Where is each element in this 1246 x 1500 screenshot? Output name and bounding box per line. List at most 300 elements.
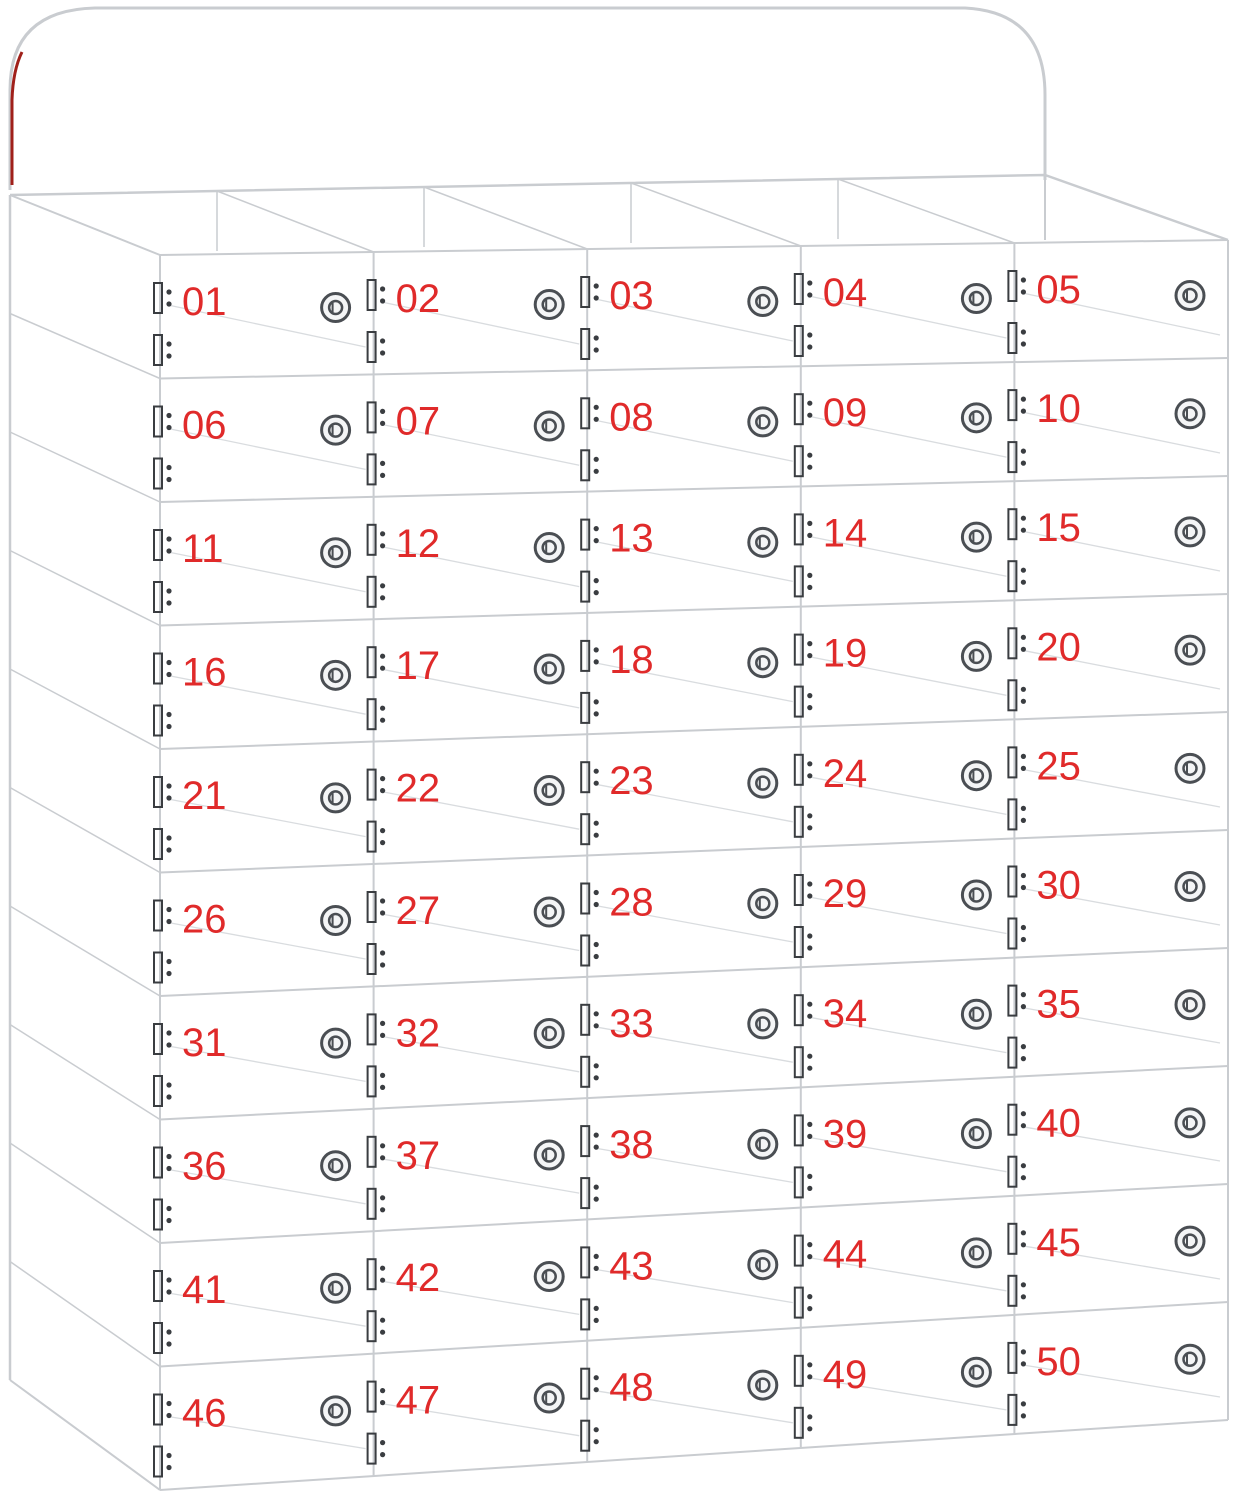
hinge-screw bbox=[166, 477, 171, 482]
hinge-screw bbox=[1021, 461, 1026, 466]
hinge-screw bbox=[1021, 635, 1026, 640]
hinge-icon bbox=[368, 1137, 386, 1167]
hinge-screw bbox=[594, 1145, 599, 1150]
lock-ring bbox=[322, 907, 350, 935]
hinge-screw bbox=[166, 672, 171, 677]
hinge-screw bbox=[166, 712, 171, 717]
hinge-screw bbox=[166, 724, 171, 729]
hinge-screw bbox=[380, 1073, 385, 1078]
hinge-screw bbox=[1021, 409, 1026, 414]
compartment-number: 24 bbox=[822, 751, 868, 796]
compartment-door bbox=[581, 759, 777, 844]
hinge-icon bbox=[795, 274, 813, 304]
compartment-door bbox=[368, 1011, 564, 1096]
hinge-icon bbox=[368, 892, 386, 922]
cam-lock-icon bbox=[1176, 1227, 1204, 1255]
hinge-screw bbox=[380, 1085, 385, 1090]
cam-lock-icon bbox=[322, 661, 350, 689]
compartment-door bbox=[368, 1256, 564, 1341]
hinge-screw bbox=[1021, 1401, 1026, 1406]
hinge-screw bbox=[594, 1133, 599, 1138]
hinge-icon bbox=[154, 283, 172, 313]
hinge-screw bbox=[166, 1206, 171, 1211]
hinge-screw bbox=[1021, 925, 1026, 930]
compartment-door bbox=[795, 1112, 991, 1197]
hinge-screw bbox=[1021, 699, 1026, 704]
hinge-icon bbox=[368, 1311, 386, 1341]
lock-ring bbox=[962, 523, 990, 551]
lock-ring bbox=[749, 1251, 777, 1279]
hinge-screw bbox=[1021, 806, 1026, 811]
hinge-screw bbox=[380, 1452, 385, 1457]
hinge-icon bbox=[795, 394, 813, 424]
compartment-number: 19 bbox=[822, 631, 868, 676]
lock-ring bbox=[749, 890, 777, 918]
hinge-screw bbox=[807, 693, 812, 698]
compartment-number: 03 bbox=[609, 274, 654, 318]
hinge-icon bbox=[1008, 628, 1026, 658]
hinge-icon bbox=[581, 329, 599, 359]
hinge-icon bbox=[154, 1076, 172, 1106]
cam-lock-icon bbox=[535, 1262, 563, 1290]
hinge-screw bbox=[594, 417, 599, 422]
lock-ring bbox=[322, 416, 350, 444]
lock-ring bbox=[322, 1397, 350, 1425]
compartment-number: 31 bbox=[182, 1021, 227, 1065]
cam-lock-icon bbox=[749, 528, 777, 556]
lock-ring bbox=[1176, 754, 1204, 782]
compartment-door bbox=[795, 992, 991, 1077]
hinge-screw bbox=[594, 659, 599, 664]
hinge-icon bbox=[581, 1057, 599, 1087]
hinge-screw bbox=[807, 533, 812, 538]
hinge-screw bbox=[594, 469, 599, 474]
compartment-door bbox=[154, 1392, 350, 1477]
hinge-icon bbox=[154, 1447, 172, 1477]
cam-lock-icon bbox=[962, 285, 990, 313]
hinge-screw bbox=[1021, 1056, 1026, 1061]
hinge-screw bbox=[594, 769, 599, 774]
cam-lock-icon bbox=[535, 1020, 563, 1048]
hinge-icon bbox=[1008, 1395, 1026, 1425]
hinge-icon bbox=[581, 814, 599, 844]
hinge-screw bbox=[166, 465, 171, 470]
cam-lock-icon bbox=[535, 655, 563, 683]
compartment-door bbox=[1008, 864, 1204, 949]
hinge-icon bbox=[1008, 561, 1026, 591]
hinge-icon bbox=[154, 1323, 172, 1353]
lock-ring bbox=[962, 285, 990, 313]
hinge-screw bbox=[166, 1453, 171, 1458]
lock-ring bbox=[322, 294, 350, 322]
handle-edge-accent bbox=[12, 52, 22, 185]
compartment-door bbox=[795, 1233, 991, 1318]
hinge-icon bbox=[1008, 986, 1026, 1016]
hinge-screw bbox=[807, 1186, 812, 1191]
hinge-icon bbox=[795, 687, 813, 717]
cam-lock-icon bbox=[322, 1274, 350, 1302]
hinge-screw bbox=[380, 776, 385, 781]
cam-lock-icon bbox=[1176, 754, 1204, 782]
hinge-screw bbox=[166, 971, 171, 976]
hinge-icon bbox=[1008, 799, 1026, 829]
lock-ring bbox=[749, 649, 777, 677]
lock-ring bbox=[962, 1358, 990, 1386]
hinge-screw bbox=[594, 1063, 599, 1068]
compartment-number: 48 bbox=[609, 1365, 654, 1410]
hinge-screw bbox=[594, 295, 599, 300]
hinge-screw bbox=[1021, 341, 1026, 346]
compartment-number: 28 bbox=[609, 880, 654, 925]
compartment-number: 38 bbox=[609, 1123, 654, 1168]
hinge-icon bbox=[154, 582, 172, 612]
compartment-door bbox=[1008, 983, 1204, 1068]
hinge-screw bbox=[166, 1154, 171, 1159]
compartment-number: 25 bbox=[1036, 744, 1081, 789]
lock-ring bbox=[962, 404, 990, 432]
compartment-number: 26 bbox=[182, 897, 227, 942]
hinge-screw bbox=[166, 301, 171, 306]
hinge-screw bbox=[166, 536, 171, 541]
hinge-screw bbox=[166, 783, 171, 788]
hinge-icon bbox=[795, 1288, 813, 1318]
compartment-number: 30 bbox=[1036, 863, 1081, 908]
hinge-screw bbox=[807, 280, 812, 285]
compartment-number: 04 bbox=[822, 271, 868, 315]
hinge-screw bbox=[594, 590, 599, 595]
hinge-icon bbox=[581, 1299, 599, 1329]
hinge-screw bbox=[1021, 1242, 1026, 1247]
hinge-screw bbox=[1021, 873, 1026, 878]
cam-lock-icon bbox=[962, 404, 990, 432]
hinge-screw bbox=[594, 1318, 599, 1323]
lock-ring bbox=[322, 784, 350, 812]
hinge-icon bbox=[1008, 680, 1026, 710]
hinge-screw bbox=[807, 1426, 812, 1431]
hinge-icon bbox=[581, 1247, 599, 1277]
hinge-screw bbox=[166, 847, 171, 852]
hinge-screw bbox=[807, 573, 812, 578]
hinge-icon bbox=[154, 1200, 172, 1230]
hinge-screw bbox=[807, 332, 812, 337]
hinge-screw bbox=[594, 699, 599, 704]
compartment-number: 46 bbox=[182, 1391, 227, 1436]
hinge-screw bbox=[1021, 1044, 1026, 1049]
hinge-screw bbox=[594, 833, 599, 838]
side-shelf-line bbox=[10, 1262, 160, 1367]
hinge-screw bbox=[594, 942, 599, 947]
hinge-screw bbox=[380, 654, 385, 659]
hinge-screw bbox=[1021, 818, 1026, 823]
compartment-number: 10 bbox=[1036, 387, 1081, 432]
hinge-screw bbox=[166, 795, 171, 800]
hinge-screw bbox=[807, 761, 812, 766]
hinge-icon bbox=[368, 454, 386, 484]
hinge-screw bbox=[594, 1254, 599, 1259]
hinge-screw bbox=[166, 425, 171, 430]
hinge-screw bbox=[594, 781, 599, 786]
hinge-screw bbox=[1021, 397, 1026, 402]
cam-lock-icon bbox=[1176, 282, 1204, 310]
hinge-screw bbox=[594, 578, 599, 583]
compartment-number: 37 bbox=[395, 1133, 441, 1178]
hinge-icon bbox=[368, 822, 386, 852]
hinge-icon bbox=[581, 693, 599, 723]
lock-ring bbox=[1176, 518, 1204, 546]
hinge-screw bbox=[166, 1329, 171, 1334]
top-divider bbox=[424, 187, 587, 249]
hinge-screw bbox=[594, 405, 599, 410]
hinge-screw bbox=[380, 461, 385, 466]
row-edge bbox=[160, 1420, 1228, 1490]
hinge-screw bbox=[1021, 1123, 1026, 1128]
hinge-screw bbox=[166, 1218, 171, 1223]
hinge-icon bbox=[795, 1236, 813, 1266]
hinge-screw bbox=[1021, 687, 1026, 692]
hinge-screw bbox=[166, 548, 171, 553]
cam-lock-icon bbox=[322, 1152, 350, 1180]
lock-ring bbox=[535, 898, 563, 926]
cam-lock-icon bbox=[962, 1358, 990, 1386]
cam-lock-icon bbox=[962, 881, 990, 909]
lock-ring bbox=[749, 1010, 777, 1038]
cam-lock-icon bbox=[322, 907, 350, 935]
hinge-screw bbox=[807, 1254, 812, 1259]
lock-ring bbox=[322, 1274, 350, 1302]
hinge-screw bbox=[1021, 277, 1026, 282]
cam-lock-icon bbox=[322, 1397, 350, 1425]
lock-ring bbox=[322, 1029, 350, 1057]
side-shelf-line bbox=[10, 551, 160, 626]
cam-lock-icon bbox=[962, 1120, 990, 1148]
hinge-screw bbox=[1021, 885, 1026, 890]
hinge-icon bbox=[154, 829, 172, 859]
hinge-screw bbox=[380, 595, 385, 600]
compartment-door bbox=[368, 767, 564, 852]
hinge-screw bbox=[1021, 1175, 1026, 1180]
hinge-screw bbox=[380, 409, 385, 414]
compartment-number: 02 bbox=[395, 277, 441, 321]
hinge-icon bbox=[581, 762, 599, 792]
hinge-screw bbox=[1021, 1349, 1026, 1354]
hinge-screw bbox=[807, 1054, 812, 1059]
compartment-door bbox=[795, 632, 991, 717]
cam-lock-icon bbox=[1176, 518, 1204, 546]
side-shelf-line bbox=[10, 314, 160, 379]
cam-lock-icon bbox=[749, 1251, 777, 1279]
compartment-number: 32 bbox=[395, 1011, 441, 1056]
hinge-screw bbox=[380, 1021, 385, 1026]
hinge-screw bbox=[594, 1375, 599, 1380]
hinge-icon bbox=[154, 901, 172, 931]
compartment-door bbox=[368, 644, 564, 729]
lock-ring bbox=[749, 1371, 777, 1399]
compartment-number: 22 bbox=[395, 766, 441, 811]
hinge-icon bbox=[154, 335, 172, 365]
hinge-screw bbox=[594, 1439, 599, 1444]
hinge-screw bbox=[380, 898, 385, 903]
top-left-depth bbox=[10, 195, 160, 255]
hinge-screw bbox=[594, 1266, 599, 1271]
hinge-screw bbox=[594, 457, 599, 462]
hinge-screw bbox=[166, 660, 171, 665]
cam-lock-icon bbox=[1176, 873, 1204, 901]
compartment-number: 07 bbox=[395, 399, 441, 444]
lock-ring bbox=[535, 1384, 563, 1412]
hinge-screw bbox=[380, 1207, 385, 1212]
compartment-door bbox=[154, 1145, 350, 1230]
hinge-screw bbox=[807, 453, 812, 458]
hinge-icon bbox=[795, 1356, 813, 1386]
compartment-number: 33 bbox=[609, 1001, 654, 1046]
hinge-screw bbox=[594, 1185, 599, 1190]
hinge-icon bbox=[581, 1005, 599, 1035]
compartment-number: 40 bbox=[1036, 1101, 1081, 1146]
hinge-icon bbox=[795, 807, 813, 837]
hinge-screw bbox=[380, 473, 385, 478]
compartment-number: 50 bbox=[1036, 1339, 1081, 1384]
lock-ring bbox=[1176, 1345, 1204, 1373]
compartment-number: 15 bbox=[1036, 506, 1081, 551]
hinge-screw bbox=[594, 1306, 599, 1311]
hinge-icon bbox=[154, 777, 172, 807]
compartment-number: 14 bbox=[822, 511, 868, 556]
compartment-door bbox=[154, 1268, 350, 1353]
hinge-screw bbox=[1021, 1282, 1026, 1287]
compartment-door bbox=[795, 752, 991, 837]
hinge-screw bbox=[380, 1195, 385, 1200]
hinge-screw bbox=[166, 1082, 171, 1087]
hinge-icon bbox=[581, 520, 599, 550]
hinge-icon bbox=[581, 1178, 599, 1208]
hinge-screw bbox=[1021, 1004, 1026, 1009]
compartment-number: 13 bbox=[609, 516, 654, 561]
compartment-door bbox=[154, 774, 350, 859]
hinge-icon bbox=[795, 995, 813, 1025]
hinge-screw bbox=[1021, 992, 1026, 997]
compartment-number: 49 bbox=[822, 1352, 868, 1397]
hinge-screw bbox=[1021, 647, 1026, 652]
hinge-screw bbox=[380, 286, 385, 291]
compartment-door bbox=[154, 651, 350, 736]
compartment-door bbox=[581, 881, 777, 966]
cam-lock-icon bbox=[962, 642, 990, 670]
compartment-door bbox=[795, 1353, 991, 1438]
hinge-screw bbox=[380, 788, 385, 793]
compartment-door bbox=[1008, 1340, 1204, 1425]
lock-ring bbox=[1176, 282, 1204, 310]
hinge-icon bbox=[581, 277, 599, 307]
hinge-icon bbox=[581, 884, 599, 914]
lock-ring bbox=[962, 1239, 990, 1267]
compartment-number: 08 bbox=[609, 395, 654, 440]
hinge-screw bbox=[166, 413, 171, 418]
hinge-screw bbox=[380, 1266, 385, 1271]
compartment-door bbox=[1008, 1221, 1204, 1306]
hinge-icon bbox=[154, 654, 172, 684]
hinge-screw bbox=[594, 1011, 599, 1016]
hinge-icon bbox=[795, 1047, 813, 1077]
compartment-door bbox=[154, 898, 350, 983]
hinge-icon bbox=[368, 577, 386, 607]
compartment-number: 44 bbox=[822, 1232, 868, 1277]
hinge-screw bbox=[807, 1066, 812, 1071]
cam-lock-icon bbox=[1176, 1109, 1204, 1137]
handle-outline bbox=[10, 8, 1045, 190]
hinge-screw bbox=[166, 1401, 171, 1406]
cam-lock-icon bbox=[962, 1239, 990, 1267]
lock-ring bbox=[1176, 636, 1204, 664]
hinge-screw bbox=[807, 773, 812, 778]
hinge-screw bbox=[166, 1277, 171, 1282]
side-shelf-line bbox=[10, 906, 160, 996]
hinge-screw bbox=[1021, 1163, 1026, 1168]
compartment-number: 35 bbox=[1036, 982, 1081, 1027]
compartment-number: 12 bbox=[395, 521, 441, 566]
lock-ring bbox=[1176, 873, 1204, 901]
cam-lock-icon bbox=[535, 412, 563, 440]
hinge-screw bbox=[594, 1023, 599, 1028]
compartment-door bbox=[581, 638, 777, 723]
compartment-number: 23 bbox=[609, 759, 654, 804]
compartment-number: 20 bbox=[1036, 625, 1081, 670]
compartment-number: 47 bbox=[395, 1378, 441, 1423]
compartment-door bbox=[795, 872, 991, 957]
hinge-screw bbox=[380, 1278, 385, 1283]
hinge-icon bbox=[1008, 1343, 1026, 1373]
cam-lock-icon bbox=[749, 769, 777, 797]
hinge-screw bbox=[380, 840, 385, 845]
hinge-icon bbox=[368, 1434, 386, 1464]
hinge-icon bbox=[795, 755, 813, 785]
hinge-screw bbox=[807, 1294, 812, 1299]
hinge-icon bbox=[368, 1014, 386, 1044]
hinge-icon bbox=[368, 1259, 386, 1289]
hinge-screw bbox=[807, 292, 812, 297]
cam-lock-icon bbox=[749, 649, 777, 677]
hinge-icon bbox=[1008, 1224, 1026, 1254]
lock-ring bbox=[1176, 991, 1204, 1019]
hinge-screw bbox=[380, 543, 385, 548]
hinge-screw bbox=[166, 959, 171, 964]
compartment-number: 16 bbox=[182, 650, 227, 695]
hinge-screw bbox=[594, 347, 599, 352]
compartment-number: 34 bbox=[822, 992, 868, 1037]
compartment-number: 18 bbox=[609, 637, 654, 682]
cam-lock-icon bbox=[749, 1010, 777, 1038]
lock-ring bbox=[535, 1141, 563, 1169]
hinge-screw bbox=[380, 828, 385, 833]
hinge-icon bbox=[368, 944, 386, 974]
hinge-screw bbox=[380, 1400, 385, 1405]
compartment-number: 05 bbox=[1036, 268, 1081, 312]
lock-ring bbox=[1176, 1227, 1204, 1255]
hinge-screw bbox=[807, 465, 812, 470]
hinge-screw bbox=[380, 962, 385, 967]
compartment-door bbox=[368, 889, 564, 974]
cam-lock-icon bbox=[535, 777, 563, 805]
hinge-screw bbox=[1021, 754, 1026, 759]
hinge-screw bbox=[594, 1427, 599, 1432]
lock-ring bbox=[322, 1152, 350, 1180]
hinge-screw bbox=[166, 1341, 171, 1346]
hinge-icon bbox=[795, 446, 813, 476]
lock-ring bbox=[749, 1130, 777, 1158]
lock-ring bbox=[962, 1120, 990, 1148]
compartment-number: 27 bbox=[395, 889, 441, 933]
hinge-icon bbox=[1008, 747, 1026, 777]
hinge-icon bbox=[368, 402, 386, 432]
